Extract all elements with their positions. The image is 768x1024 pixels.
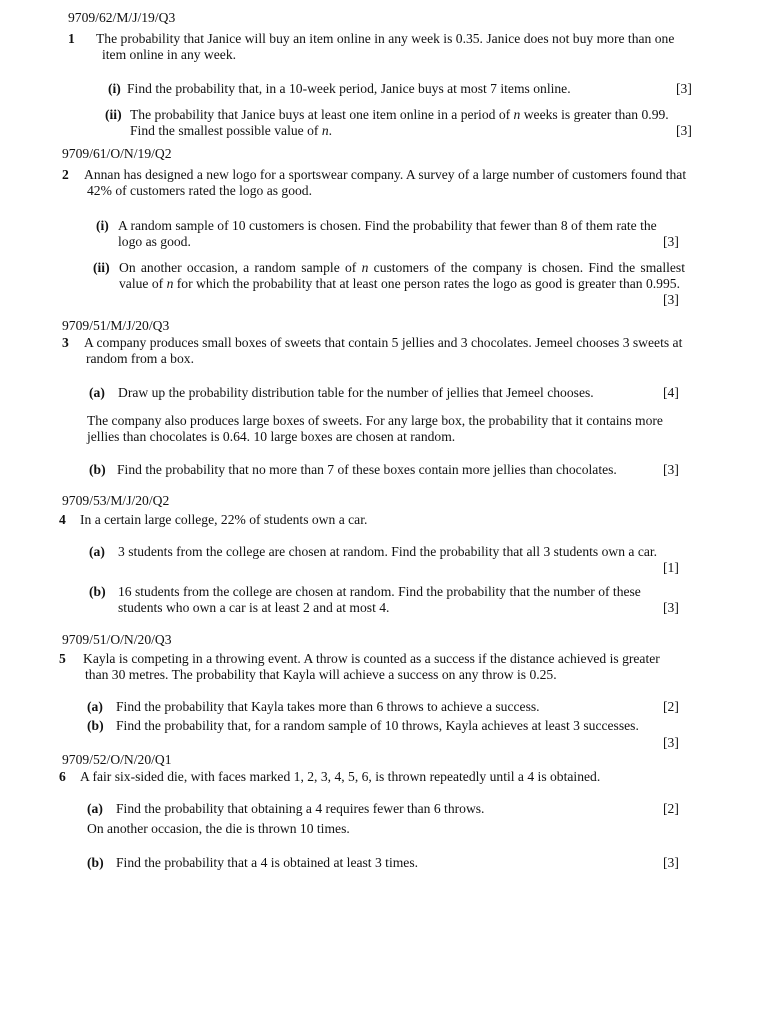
part-label: (ii) [93, 260, 110, 275]
part-text: Find the probability that no more than 7 of these boxes contain more jellies than chocolates. [117, 462, 617, 477]
marks: [3] [663, 292, 679, 307]
question-code: 9709/61/O/N/19/Q2 [62, 146, 172, 161]
part-text: Find the probability that Kayla takes more than 6 throws to achieve a success. [116, 699, 540, 714]
part-text: Find the probability that, for a random sample of 10 throws, Kayla achieves at least 3 successes. [116, 718, 639, 733]
question-code: 9709/51/M/J/20/Q3 [62, 318, 170, 333]
marks: [2] [663, 699, 679, 714]
marks: [4] [663, 385, 679, 400]
part-text: A random sample of 10 customers is chosen. Find the probability that fewer than 8 of them rate the logo as good. [118, 218, 657, 249]
part-label: (i) [96, 218, 109, 233]
part-text: Find the probability that, in a 10-week period, Janice buys at most 7 items online. [127, 81, 571, 96]
part-label: (a) [87, 699, 103, 714]
question-number: 6 [59, 769, 66, 784]
question-code: 9709/53/M/J/20/Q2 [62, 493, 170, 508]
part-text: On another occasion, a random sample of n customers of the company is chosen. Find the smallest value of n for which the probability that at least one person rates the logo as good is greater than 0.995. [119, 260, 685, 291]
question-stem: A fair six-sided die, with faces marked 1, 2, 3, 4, 5, 6, is thrown repeatedly until a 4 is obtained. [80, 769, 601, 784]
part-text: Draw up the probability distribution table for the number of jellies that Jemeel chooses. [118, 385, 594, 400]
marks: [1] [663, 560, 679, 575]
part-label: (i) [108, 81, 121, 96]
question-code: 9709/62/M/J/19/Q3 [68, 10, 176, 25]
part-text: The probability that Janice buys at least one item online in a period of n weeks is greater than 0.99. Find the smallest possible value of n. [130, 107, 669, 138]
part-label: (ii) [105, 107, 122, 122]
question-number: 5 [59, 651, 66, 666]
part-text: 3 students from the college are chosen at random. Find the probability that all 3 students own a car. [118, 544, 658, 559]
marks: [3] [663, 735, 679, 750]
question-number: 3 [62, 335, 69, 350]
question-number: 4 [59, 512, 66, 527]
question-code: 9709/51/O/N/20/Q3 [62, 632, 172, 647]
marks: [3] [676, 81, 692, 96]
interlude-text: On another occasion, the die is thrown 10 times. [87, 821, 350, 836]
part-text: Find the probability that a 4 is obtained at least 3 times. [116, 855, 419, 870]
part-label: (a) [89, 544, 105, 559]
marks: [3] [663, 234, 679, 249]
question-code: 9709/52/O/N/20/Q1 [62, 752, 172, 767]
part-label: (b) [89, 462, 106, 477]
part-text: Find the probability that obtaining a 4 requires fewer than 6 throws. [116, 801, 485, 816]
part-label: (b) [87, 855, 104, 870]
part-text: 16 students from the college are chosen at random. Find the probability that the number of these students who own a car is at least 2 and at most 4. [118, 584, 641, 615]
question-stem: Kayla is competing in a throwing event. A throw is counted as a success if the distance achieved is greater than 30 metres. The probability that Kayla will achieve a success on any throw is 0.25. [83, 651, 660, 682]
part-label: (a) [87, 801, 103, 816]
marks: [3] [663, 462, 679, 477]
question-stem: In a certain large college, 22% of students own a car. [80, 512, 368, 527]
question-stem: Annan has designed a new logo for a sportswear company. A survey of a large number of customers found that 42% of customers rated the logo as good. [84, 167, 687, 198]
marks: [3] [663, 855, 679, 870]
part-label: (b) [89, 584, 106, 599]
question-number: 2 [62, 167, 69, 182]
question-number: 1 [68, 31, 75, 46]
interlude-text: The company also produces large boxes of sweets. For any large box, the probability that it contains more jellies than chocolates is 0.64. 10 large boxes are chosen at random. [87, 413, 663, 444]
marks: [3] [663, 600, 679, 615]
part-label: (a) [89, 385, 105, 400]
question-stem: The probability that Janice will buy an item online in any week is 0.35. Janice does not buy more than one item online in any week. [96, 31, 675, 62]
question-stem: A company produces small boxes of sweets that contain 5 jellies and 3 chocolates. Jemeel chooses 3 sweets at random from a box. [84, 335, 683, 366]
part-label: (b) [87, 718, 104, 733]
marks: [3] [676, 123, 692, 138]
marks: [2] [663, 801, 679, 816]
